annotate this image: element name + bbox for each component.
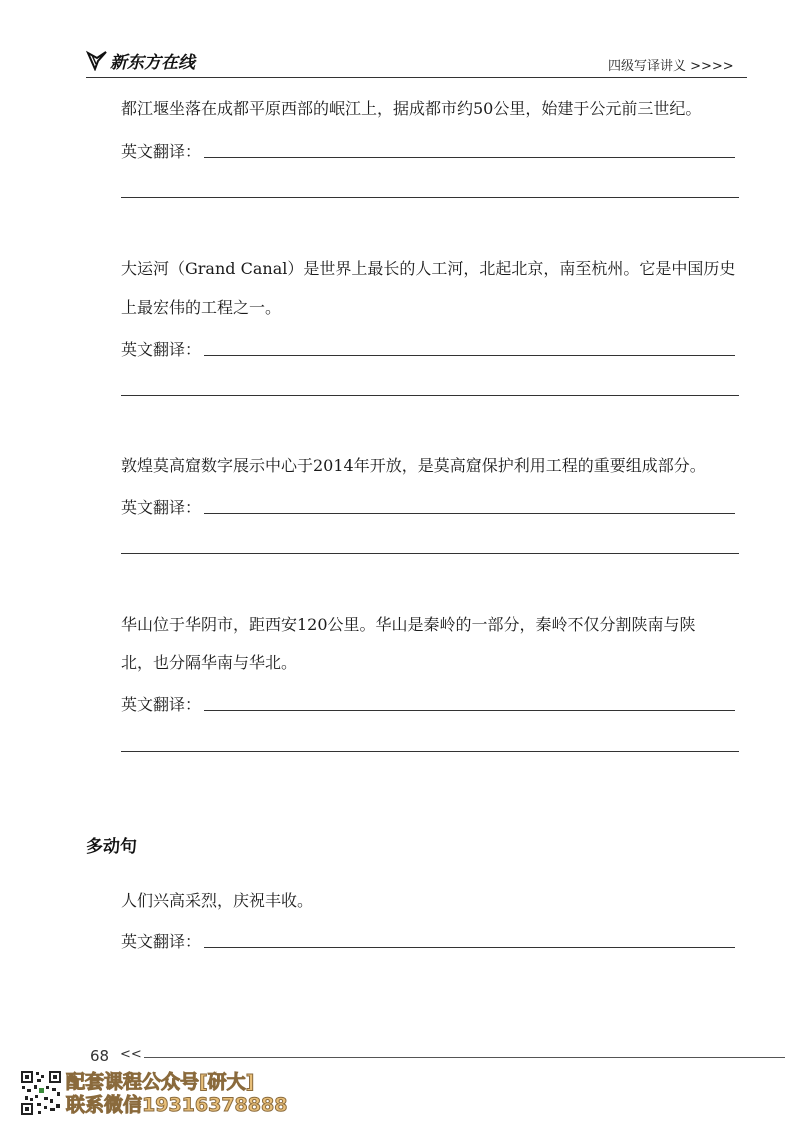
section-exercise-text: 人们兴高采烈，庆祝丰收。 xyxy=(121,891,314,910)
logo-text: 新东方在线 xyxy=(110,52,195,73)
section-exercise-label: 英文翻译： xyxy=(121,932,202,951)
exercise-1-answer-line-1 xyxy=(204,157,735,158)
exercise-2-text-line-2: 上最宏伟的工程之一。 xyxy=(121,298,282,317)
exercise-2-answer-line-2 xyxy=(121,395,739,396)
brand-logo xyxy=(86,48,195,72)
exercise-3-text: 敦煌莫高窟数字展示中心于2014年开放，是莫高窟保护利用工程的重要组成部分。 xyxy=(121,456,706,475)
exercise-4-text-line-1: 华山位于华阴市，距西安120公里。华山是秦岭的一部分，秦岭不仅分割陕南与陕 xyxy=(121,615,696,634)
section-title: 多动句 xyxy=(86,837,137,857)
exercise-2-label: 英文翻译： xyxy=(121,340,202,359)
exercise-1-label: 英文翻译： xyxy=(121,142,202,161)
qr-code-icon xyxy=(20,1070,62,1116)
exercise-3-answer-line-2 xyxy=(121,553,739,554)
exercise-4-answer-line-1 xyxy=(204,710,735,711)
exercise-3-answer-line-1 xyxy=(204,513,735,514)
footer-divider xyxy=(144,1057,785,1058)
logo-mark-icon xyxy=(86,49,108,71)
exercise-3-label: 英文翻译： xyxy=(121,498,202,517)
page-header-title: 四级写译讲义 >>>> xyxy=(608,59,734,74)
header-divider xyxy=(86,77,747,78)
exercise-2-text-line-1: 大运河（Grand Canal）是世界上最长的人工河，北起北京，南至杭州。它是中国历史 xyxy=(121,259,736,278)
exercise-1-answer-line-2 xyxy=(121,197,739,198)
exercise-4-text-line-2: 北，也分隔华南与华北。 xyxy=(121,653,298,672)
page-arrows: << xyxy=(120,1047,142,1062)
exercise-4-label: 英文翻译： xyxy=(121,695,202,714)
section-exercise-answer-line xyxy=(204,947,735,948)
watermark-line-2: 联系微信19316378888 xyxy=(66,1094,288,1116)
watermark-line-1: 配套课程公众号[研大] xyxy=(66,1071,255,1093)
exercise-4-answer-line-2 xyxy=(121,751,739,752)
exercise-1-text: 都江堰坐落在成都平原西部的岷江上，据成都市约50公里，始建于公元前三世纪。 xyxy=(121,99,702,118)
page-number: 68 xyxy=(90,1047,110,1065)
exercise-2-answer-line-1 xyxy=(204,355,735,356)
